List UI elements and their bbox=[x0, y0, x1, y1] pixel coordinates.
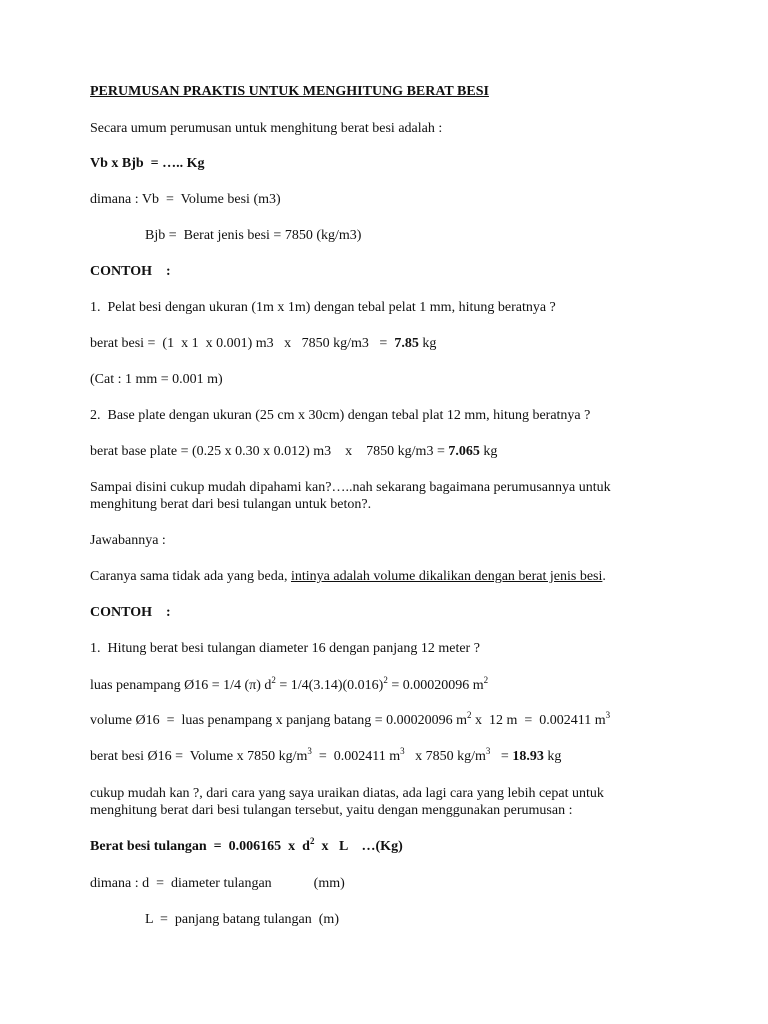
example-1-calculation bbox=[90, 335, 436, 352]
rebar-formula-text-a: Berat besi tulangan = 0.006165 x d bbox=[90, 839, 310, 854]
answer-suffix: . bbox=[602, 569, 606, 584]
area-sup-2: 2 bbox=[383, 675, 388, 685]
weight-unit: kg bbox=[543, 749, 562, 764]
paragraph-1-line-2: menghitung berat dari besi tulangan untuk beton?. bbox=[90, 497, 372, 512]
answer-label: Jawabannya : bbox=[90, 533, 166, 548]
weight-result: 18.93 bbox=[512, 749, 544, 764]
definition-bjb: Bjb = Berat jenis besi = 7850 (kg/m3) bbox=[145, 228, 362, 243]
example-1-question: 1. Pelat besi dengan ukuran (1m x 1m) dengan tebal pelat 1 mm, hitung beratnya ? bbox=[90, 300, 556, 315]
area-text-b: = 1/4(3.14)(0.016) bbox=[275, 678, 384, 693]
definition-d: dimana : d = diameter tulangan (mm) bbox=[90, 876, 345, 891]
weight-text-b: = 0.002411 m bbox=[311, 749, 401, 764]
area-sup-1: 2 bbox=[271, 675, 276, 685]
definition-vb: dimana : Vb = Volume besi (m3) bbox=[90, 192, 281, 207]
cross-section-area-line bbox=[90, 677, 488, 694]
answer-prefix: Caranya sama tidak ada yang beda, bbox=[90, 569, 291, 584]
rebar-formula bbox=[90, 838, 403, 855]
example-2-unit: kg bbox=[479, 444, 498, 459]
rebar-formula-sup: 2 bbox=[309, 836, 315, 846]
weight-sup-2: 3 bbox=[400, 746, 405, 756]
example-heading-2: CONTOH : bbox=[90, 605, 171, 620]
weight-text-a: berat besi Ø16 = Volume x 7850 kg/m bbox=[90, 749, 308, 764]
volume-line bbox=[90, 712, 610, 729]
example-1-unit: kg bbox=[418, 336, 437, 351]
volume-text-a: volume Ø16 = luas penampang x panjang batang = 0.00020096 m bbox=[90, 713, 468, 728]
rebar-formula-text-b: x L …(Kg) bbox=[314, 839, 403, 854]
area-text-c: = 0.00020096 m bbox=[387, 678, 484, 693]
general-formula: Vb x Bjb = ….. Kg bbox=[90, 156, 205, 171]
example-2-calc-text: berat base plate = (0.25 x 0.30 x 0.012) m3 x 7850 kg/m3 = bbox=[90, 444, 449, 459]
intro-text: Secara umum perumusan untuk menghitung berat besi adalah : bbox=[90, 121, 443, 136]
weight-text-c: x 7850 kg/m bbox=[404, 749, 486, 764]
area-text-a: luas penampang Ø16 = 1/4 (π) d bbox=[90, 678, 272, 693]
example-1-calc-text: berat besi = (1 x 1 x 0.001) m3 x 7850 kg/m3 = bbox=[90, 336, 395, 351]
weight-line bbox=[90, 748, 561, 765]
area-sup-3: 2 bbox=[483, 675, 489, 685]
volume-text-b: x 12 m = 0.002411 m bbox=[471, 713, 606, 728]
paragraph-2-line-2: menghitung berat dari besi tulangan tersebut, yaitu dengan menggunakan perumusan : bbox=[90, 803, 573, 818]
volume-sup-1: 2 bbox=[467, 710, 472, 720]
weight-sup-3: 3 bbox=[485, 746, 491, 756]
example-heading-1: CONTOH : bbox=[90, 264, 171, 279]
answer-emphasis: intinya adalah volume dikalikan dengan berat jenis besi bbox=[290, 569, 603, 584]
example-2-question: 2. Base plate dengan ukuran (25 cm x 30cm) dengan tebal plat 12 mm, hitung beratnya ? bbox=[90, 408, 591, 423]
answer-text bbox=[90, 568, 606, 585]
example-1-result: 7.85 bbox=[394, 336, 419, 351]
weight-sup-1: 3 bbox=[307, 746, 312, 756]
definition-l: L = panjang batang tulangan (m) bbox=[145, 912, 339, 927]
paragraph-1-line-1: Sampai disini cukup mudah dipahami kan?…..nah sekarang bagaimana perumusannya untuk bbox=[90, 480, 611, 495]
example-3-question: 1. Hitung berat besi tulangan diameter 16 dengan panjang 12 meter ? bbox=[90, 641, 480, 656]
example-1-note: (Cat : 1 mm = 0.001 m) bbox=[90, 372, 223, 387]
volume-sup-2: 3 bbox=[605, 710, 611, 720]
example-2-calculation bbox=[90, 443, 497, 460]
document-title: PERUMUSAN PRAKTIS UNTUK MENGHITUNG BERAT BESI bbox=[90, 84, 489, 99]
weight-text-d: = bbox=[490, 749, 513, 764]
paragraph-2-line-1: cukup mudah kan ?, dari cara yang saya uraikan diatas, ada lagi cara yang lebih cepat untuk bbox=[90, 786, 604, 801]
example-2-result: 7.065 bbox=[448, 444, 480, 459]
